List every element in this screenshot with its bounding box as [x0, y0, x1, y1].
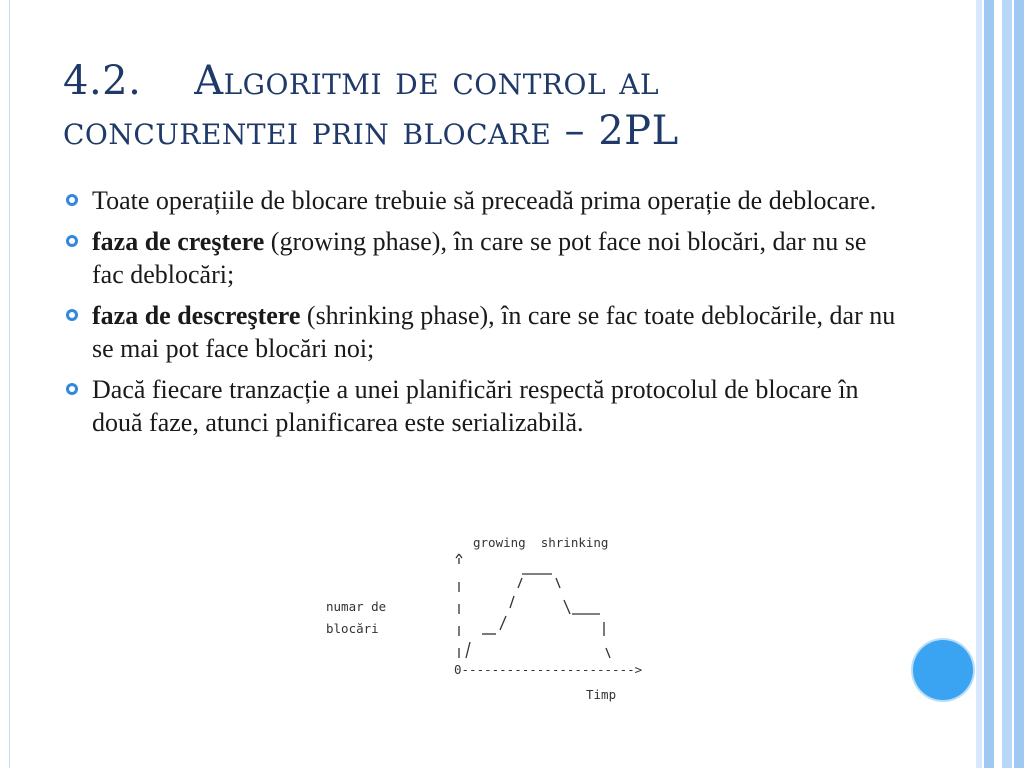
- curve-segment: [500, 616, 506, 630]
- two-phase-locking-diagram: [320, 530, 680, 710]
- diagram-ylabel-line1: numar de: [326, 599, 387, 614]
- bullet-icon: [66, 235, 78, 247]
- bullet-icon: [66, 309, 78, 321]
- bullet-text: Dacă fiecare tranzacție a unei planificări respectă protocolul de blocare în două faze, atunci planificarea este serializabilă.: [92, 375, 859, 437]
- bullet-icon: [66, 194, 78, 206]
- diagram-header: growing shrinking: [473, 535, 609, 550]
- bullet-bold-term: faza de descreştere: [92, 301, 301, 330]
- diagram-ylabel-line2: blocări: [326, 621, 379, 636]
- bullet-list: [66, 184, 896, 447]
- bullet-text: (growing phase), în care se pot face noi blocări, dar nu se fac deblocări;: [92, 227, 867, 289]
- bullet-text: Toate operațiile de blocare trebuie să preceadă prima operație de deblocare.: [92, 186, 877, 215]
- curve-segment: [606, 648, 610, 658]
- curve-segment: [510, 596, 514, 608]
- bullet-icon: [66, 383, 78, 395]
- x-axis-line: 0----------------------->: [454, 662, 643, 677]
- left-frame-border: [0, 0, 10, 768]
- curve-segment: [518, 578, 522, 588]
- curve-segment: [564, 600, 570, 614]
- curve-segment: [556, 578, 560, 588]
- title-line-1: 4.2. Algoritmi de control al: [63, 58, 660, 104]
- bullet-bold-term: faza de creştere: [92, 227, 265, 256]
- list-item: [66, 299, 896, 365]
- axis-caret: [456, 554, 459, 558]
- right-decorative-stripes: [976, 0, 1024, 768]
- decorative-circle-icon: [913, 640, 973, 700]
- bullet-text: (shrinking phase), în care se fac toate deblocările, dar nu se mai pot face blocări noi;: [92, 301, 896, 363]
- stripe: [996, 0, 1000, 768]
- slide-title: [63, 56, 823, 156]
- curve-segment: [466, 642, 470, 658]
- list-item: [66, 373, 896, 439]
- stripe: [984, 0, 994, 768]
- stripe: [1014, 0, 1024, 768]
- list-item: [66, 225, 896, 291]
- list-item: [66, 184, 896, 217]
- stripe: [976, 0, 982, 768]
- axis-caret: [459, 554, 462, 558]
- diagram-xlabel: Timp: [586, 687, 617, 702]
- title-line-2: concurentei prin blocare – 2PL: [63, 108, 679, 154]
- stripe: [1002, 0, 1012, 768]
